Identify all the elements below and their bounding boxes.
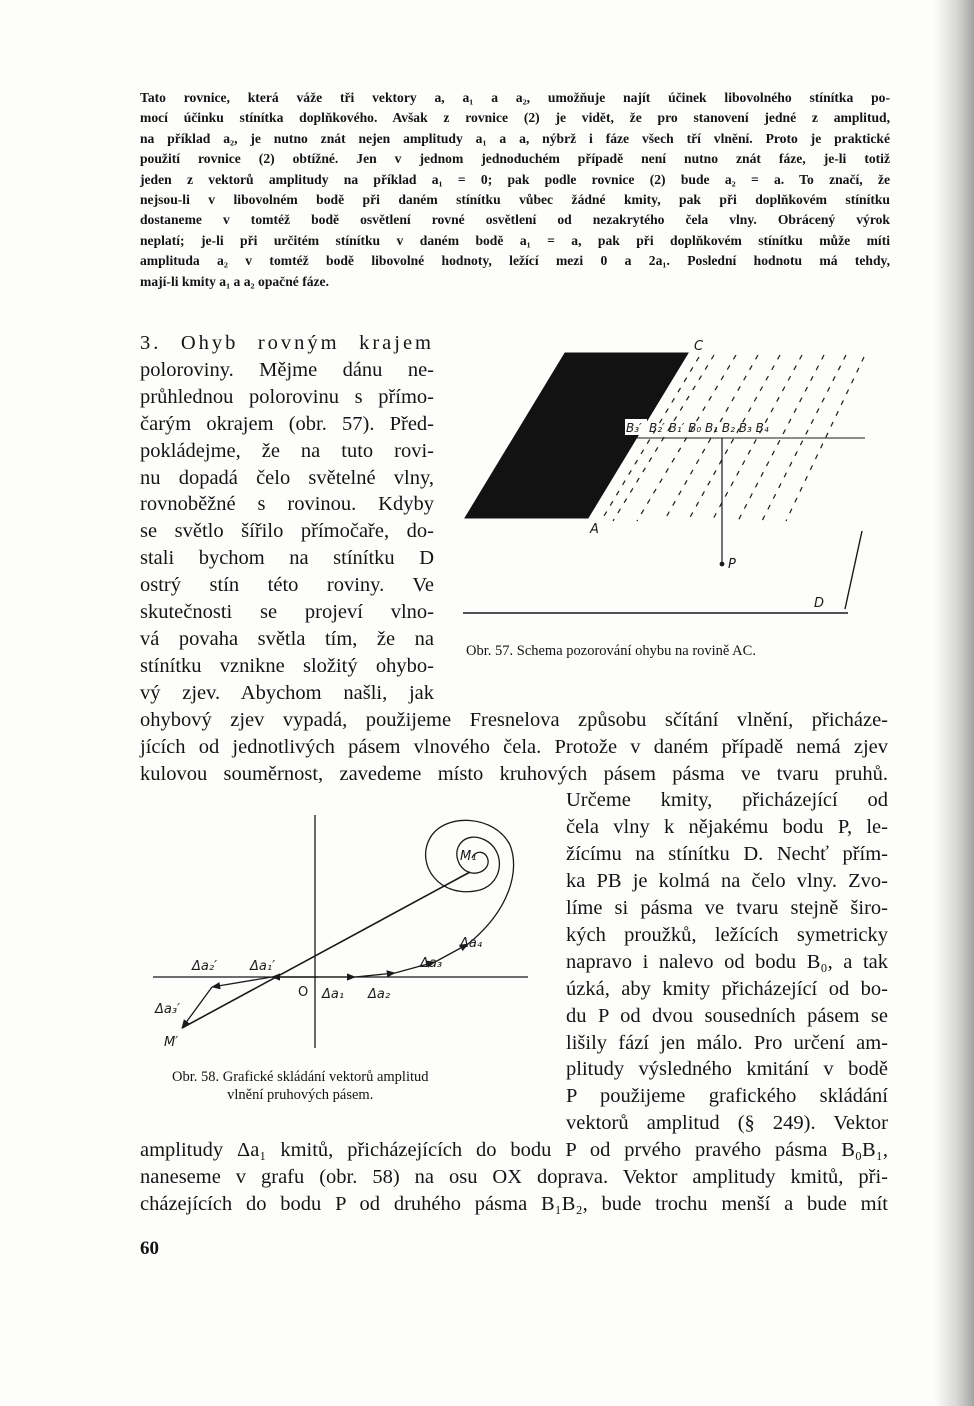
spiral-curve — [426, 820, 514, 944]
label-O: O — [298, 985, 309, 1000]
text-line: plitudy výsledného kmitání v bodě — [566, 1058, 888, 1081]
text-line: Určeme kmity, přicházející od — [566, 789, 888, 812]
vector-da3-prime — [182, 987, 212, 1028]
text-line: skutečnosti se projeví vlno- — [140, 601, 434, 624]
label-da2: Δa₂ — [368, 987, 391, 1002]
text-line: amplitudy Δa₁ kmitů, přicházejících do bodu P od prvého pravého pásma B₀B₁, — [140, 1139, 888, 1162]
label-da4: Δa₄ — [460, 936, 483, 951]
label-P: P — [728, 557, 736, 572]
figure-58 — [150, 810, 540, 1060]
label-C: C — [694, 339, 704, 354]
text-line: rovnoběžné s rovinou. Kdyby — [140, 493, 434, 516]
text-line: čarým okrajem (obr. 57). Před- — [140, 412, 434, 435]
text-line: poloroviny. Mějme dánu ne- — [140, 358, 434, 381]
section-heading: 3. Ohyb rovným krajem — [140, 332, 434, 354]
text-line: nu dopadá čelo světelné vlny, — [140, 466, 434, 489]
text-line: jeden z vektorů amplitudy na příklad a₁ = 0; pak podle rovnice (2) bude a₂ = a. To značí, že — [140, 171, 890, 187]
label-M-prime: M′ — [164, 1035, 179, 1050]
left-column-text — [140, 330, 434, 707]
figure-57-diagram — [460, 335, 880, 625]
label-D: D — [814, 596, 825, 611]
text-line: žícímu na stínítku D. Nechť přím- — [566, 843, 888, 866]
text-line: nejsou-li v libovolném bodě při daném stínítku vůbec žádné kmity, pak při doplňkovém stínítku — [140, 192, 890, 208]
figure-57-caption: Obr. 57. Schema pozorování ohybu na rovině AC. — [466, 643, 756, 659]
text-line: amplituda a₂ v tomtéž bodě libovolné hodnoty, ležící mezi 0 a 2a₁. Poslední hodnotu má tehdy, — [140, 253, 890, 269]
text-line: vý zjev. Abychom našli, jak — [140, 681, 434, 704]
text-line: mají-li kmity a₁ a a₂ opačné fáze. — [140, 273, 329, 289]
intro-paragraph — [140, 88, 890, 292]
label-da2-prime: Δa₂′ — [192, 959, 218, 974]
text-line: pokládejme, že na tuto rovi- — [140, 439, 434, 462]
text-line: jících od jednotlivých pásem vlnového čela. Protože v daném případě nemá zjev — [140, 735, 888, 758]
figure-58-caption-line-1: Obr. 58. Grafické skládání vektorů amplitud — [172, 1069, 429, 1085]
full-width-text-1 — [140, 707, 888, 788]
text-line: vektorů amplitud (§ 249). Vektor — [566, 1112, 888, 1135]
text-line: kých proužků, ležících symetricky — [566, 923, 888, 946]
text-line: ka PB je kolmá na čelo vlny. Zvo- — [566, 870, 888, 893]
text-line: lišily fází jen málo. Pro určení am- — [566, 1031, 888, 1054]
label-A: A — [590, 522, 599, 537]
label-da1-prime: Δa₁′ — [250, 959, 276, 974]
text-line: průhlednou polorovinu s přímo- — [140, 385, 434, 408]
opaque-half-plane — [465, 353, 688, 518]
text-line: stínítku vznikne složitý ohybo- — [140, 654, 434, 677]
text-line: stali bychom na stínítku D — [140, 547, 434, 570]
text-line: čela vlny k nějakému bodu P, le- — [566, 816, 888, 839]
text-line: mocí účinku stínítka doplňkového. Avšak z rovnice (2) je vidět, že pro stanovení jedné z amplitud, — [140, 110, 890, 126]
text-line: neplatí; je-li při určitém stínítku v daném bodě a₁ = a, pak při doplňkovém stínítku může míti — [140, 232, 890, 248]
label-da3-prime: Δa₃′ — [155, 1002, 181, 1017]
text-line: kulovou souměrnost, zavedeme místo kruhových pásem pásma ve tvaru pruhů. — [140, 762, 888, 785]
screen-D-edge — [845, 531, 862, 609]
figure-58-caption — [172, 1068, 429, 1104]
text-line: ohybový zjev vypadá, použijeme Fresnelova způsobu sčítání vlnění, přicháze- — [140, 708, 888, 731]
text-line: na příklad a₂, je nutno znát nejen amplitudy a₁ a a, nýbrž i fáze všech tří vlnění. Proto je praktické — [140, 130, 890, 146]
point-P-dot — [720, 562, 725, 567]
label-zone-row: B₂′ B₁′ B₀ B₁ B₂ B₃ B₄ — [649, 421, 769, 435]
text-line: Tato rovnice, která váže tři vektory a, a₁ a a₂, umožňuje najít účinek libovolného stínítka po- — [140, 90, 890, 105]
text-line: se světlo šířilo přímočaře, do- — [140, 520, 434, 543]
text-line: ostrý stín této roviny. Ve — [140, 574, 434, 597]
page-number: 60 — [140, 1238, 159, 1259]
label-M1: M₁ — [460, 849, 477, 864]
label-da3: Δa₃ — [420, 956, 443, 971]
text-line: líme si pásma ve tvaru stejně širo- — [566, 897, 888, 920]
figure-58-diagram — [150, 810, 540, 1060]
full-width-text-2 — [140, 1137, 888, 1218]
text-line: úzká, aby kmity přicházející od bo- — [566, 977, 888, 1000]
text-line: vá povaha světla tím, že na — [140, 627, 434, 650]
vector-da2-prime — [212, 977, 272, 987]
text-line: použití rovnice (2) obtížné. Jen v jednom jednoduchém případě není nutno znát fáze, je-li totiž — [140, 151, 890, 167]
label-da1: Δa₁ — [322, 987, 345, 1002]
right-column-text — [566, 787, 888, 1137]
text-line: cházejících do bodu P od druhého pásma B₁B₂, bude trochu menší a bude mít — [140, 1193, 888, 1215]
label-B3-prime: B₃′ — [626, 421, 642, 435]
figure-58-caption-line-2: vlnění pruhových pásem. — [227, 1087, 374, 1103]
figure-57 — [460, 335, 880, 625]
scan-shadow — [934, 0, 974, 1406]
resultant-vector — [182, 872, 470, 1028]
text-line: P použijeme grafického skládání — [566, 1085, 888, 1108]
text-line: du P od dvou sousedních pásem se — [566, 1004, 888, 1027]
text-line: napravo i nalevo od bodu B₀, a tak — [566, 950, 888, 973]
text-line: naneseme v grafu (obr. 58) na osu OX doprava. Vektor amplitudy kmitů, při- — [140, 1166, 888, 1189]
text-line: dostaneme v tomtéž bodě osvětlení rovné osvětlení od nezakrytého čela vlny. Obrácený výrok — [140, 212, 890, 228]
